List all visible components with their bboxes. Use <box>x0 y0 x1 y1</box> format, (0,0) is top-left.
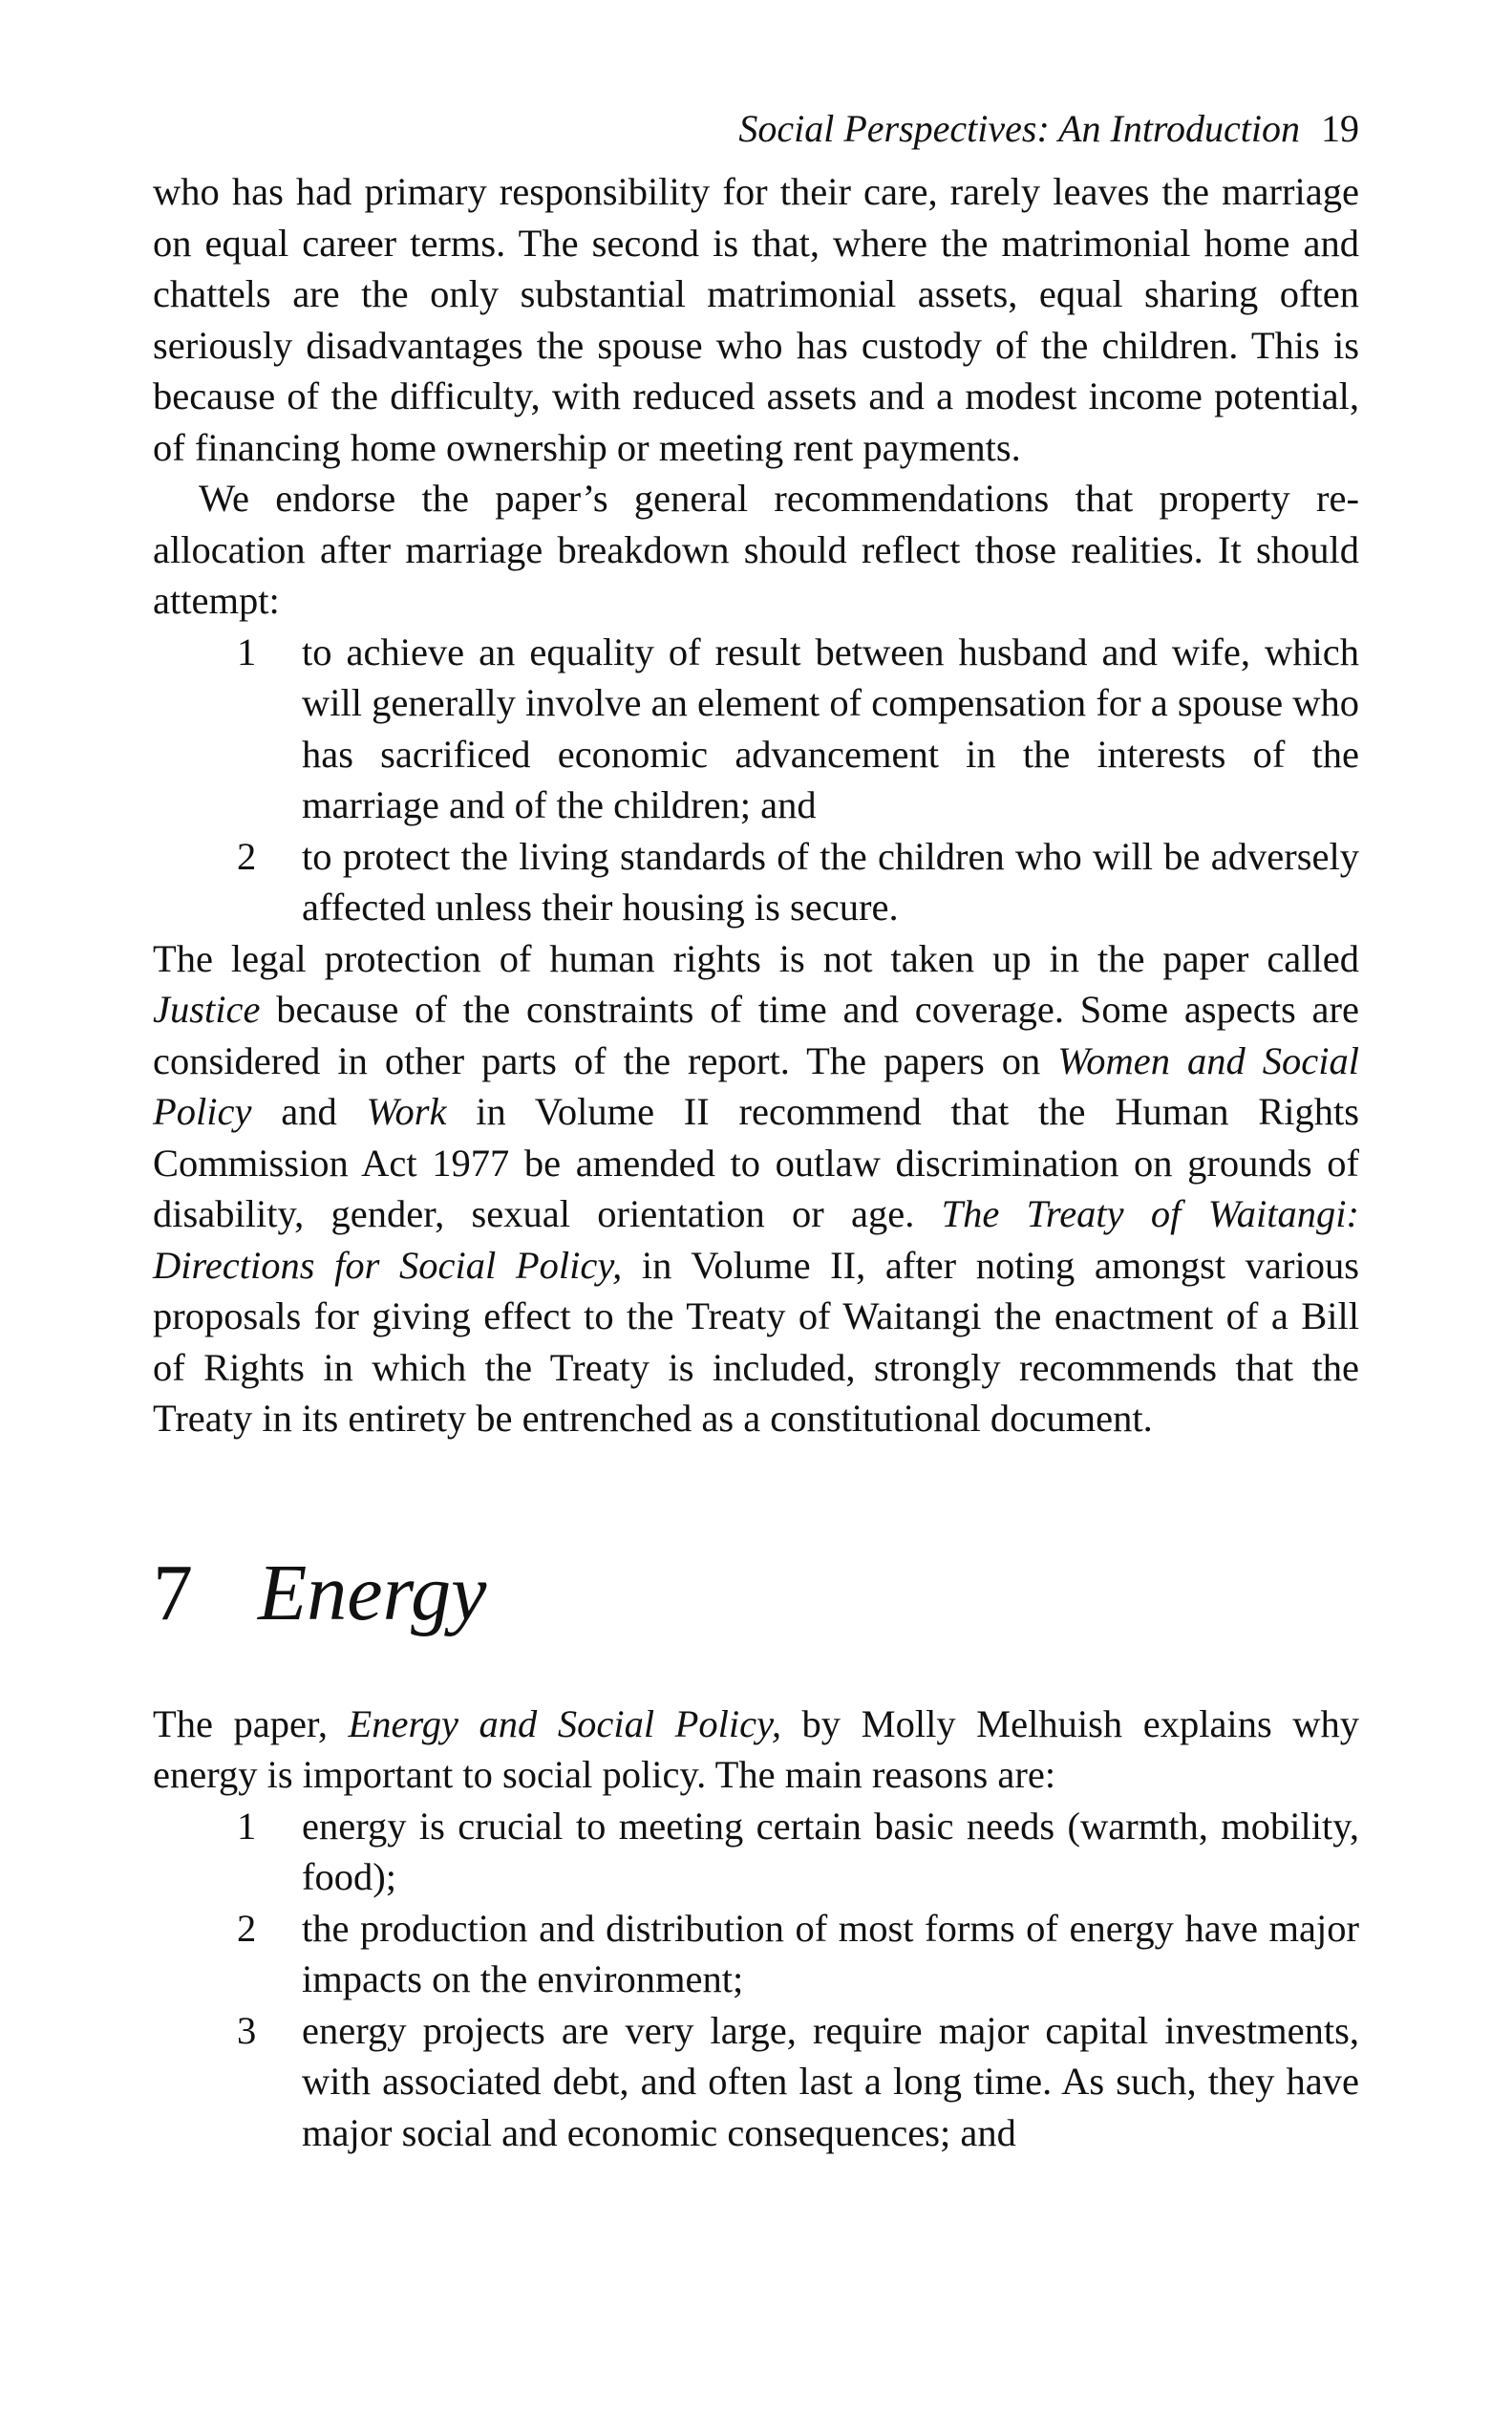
text-run: in Volume II recommend that the Human Rights Commission Act 1977 be amended to outlaw discrimination on grounds of disability, gender, sexual orientation or age. <box>153 1090 1359 1235</box>
list-item <box>153 1903 1359 2005</box>
text-run: by Molly Melhuish explains why energy is important to social policy. The main reasons are: <box>153 1701 1360 1796</box>
list-item-text: the production and distribution of most forms of energy have major impacts on the environment; <box>302 1906 1359 2000</box>
book-page <box>153 105 1359 2158</box>
paragraph-human-rights <box>153 933 1359 1444</box>
italic-title-work: Work <box>366 1090 447 1133</box>
list-item-number: 1 <box>237 1804 257 1848</box>
italic-title-women: Women and Social Policy <box>153 1038 1359 1133</box>
running-header <box>153 105 1359 166</box>
running-header-title: Social Perspectives: An Introduction <box>738 107 1300 150</box>
list-item-number: 2 <box>237 834 257 878</box>
list-item <box>153 627 1359 831</box>
italic-title-justice: Justice <box>153 988 261 1031</box>
paragraph-continued: who has had primary responsibility for their care, rarely leaves the marriage on equal career terms. The second is that, where the matrimonial home and chattels are the only substantial matrimonial assets, equal sharing often seriously disadvantages the spouse who has custody of the children. This is because of the difficulty, with reduced assets and a modest income potential, of financing home ownership or meeting rent payments. <box>153 170 1359 469</box>
list-item-text: energy projects are very large, require major capital investments, with associated debt, and often last a long time. As such, they have major social and economic consequences; and <box>302 2008 1359 2154</box>
text-run: and <box>251 1090 367 1133</box>
section-heading <box>153 1548 1359 1639</box>
paragraph-recommendations: We endorse the paper’s general recommendations that property re-allocation after marriage breakdown should reflect those realities. It should attempt: <box>153 477 1359 622</box>
list-item-text: to protect the living standards of the children who will be adversely affected unless their housing is secure. <box>302 834 1359 929</box>
text-run: because of the constraints of time and coverage. Some aspects are considered in other parts of the report. The papers on <box>153 988 1359 1082</box>
page-number: 19 <box>1321 107 1359 150</box>
section-title: Energy <box>258 1548 487 1637</box>
italic-title-energy: Energy and Social Policy, <box>348 1701 781 1745</box>
list-item <box>153 1801 1359 1903</box>
list-item <box>153 2005 1359 2159</box>
list-item-number: 3 <box>237 2008 257 2052</box>
list-item-number: 2 <box>237 1906 257 1950</box>
text-run: The legal protection of human rights is not taken up in the paper called <box>153 936 1359 980</box>
text-run: in Volume II, after noting amongst various proposals for giving effect to the Treaty of Waitangi the enactment of a Bill of Rights in which the Treaty is included, strongly recommends that the Treaty in its entirety be entrenched as a constitutional document. <box>153 1243 1359 1440</box>
italic-title-treaty: The Treaty of Waitangi: Directions for Social Policy, <box>153 1192 1359 1287</box>
list-item-text: to achieve an equality of result between husband and wife, which will generally involve an element of compensation for a spouse who has sacrificed economic advancement in the interests of the marriage and of the children; and <box>302 630 1359 826</box>
list-item-number: 1 <box>237 630 257 673</box>
paragraph-energy-intro <box>153 1699 1359 1801</box>
list-item-text: energy is crucial to meeting certain basic needs (warmth, mobility, food); <box>302 1804 1359 1898</box>
section-number: 7 <box>153 1548 193 1637</box>
text-run: The paper, <box>153 1701 349 1745</box>
list-item <box>153 831 1359 933</box>
